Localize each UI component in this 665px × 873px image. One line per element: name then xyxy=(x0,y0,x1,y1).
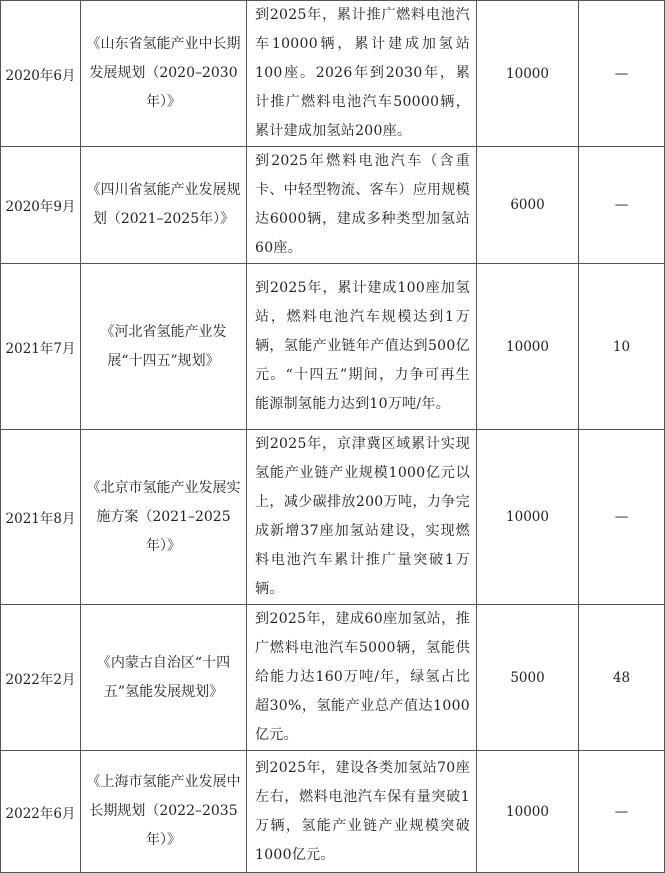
vehicle-count-cell: 10000 xyxy=(477,1,579,147)
hydrogen-value-cell: 48 xyxy=(579,605,665,751)
hydrogen-value-cell: — xyxy=(579,751,665,873)
table-row xyxy=(1,605,665,751)
hydrogen-value-cell: — xyxy=(579,430,665,605)
date-cell: 2020年6月 xyxy=(1,1,81,147)
target-cell: 到2025年，累计推广燃料电池汽车10000辆，累计建成加氢站100座。2026年到2030年，累计推广燃料电池汽车50000辆，累计建成加氢站200座。 xyxy=(247,1,477,147)
policy-name-cell: 《河北省氢能产业发展“十四五”规划》 xyxy=(81,264,247,430)
target-cell: 到2025年，累计建成100座加氢站，燃料电池汽车规模达到1万辆，氢能产业链年产值达到500亿元。“十四五”期间，力争可再生能源制氢能力达到10万吨/年。 xyxy=(247,264,477,430)
table-row xyxy=(1,1,665,147)
target-cell: 到2025年燃料电池汽车（含重卡、中轻型物流、客车）应用规模达6000辆，建成多种类型加氢站60座。 xyxy=(247,147,477,264)
hydrogen-value-cell: — xyxy=(579,1,665,147)
vehicle-count-cell: 10000 xyxy=(477,751,579,873)
table-row xyxy=(1,430,665,605)
table-row xyxy=(1,264,665,430)
vehicle-count-cell: 5000 xyxy=(477,605,579,751)
hydrogen-value-cell: 10 xyxy=(579,264,665,430)
date-cell: 2020年9月 xyxy=(1,147,81,264)
policy-name-cell: 《四川省氢能产业发展规划（2021–2025年）》 xyxy=(81,147,247,264)
target-cell: 到2025年，建设各类加氢站70座左右，燃料电池汽车保有量突破1万辆，氢能产业链产业规模突破1000亿元。 xyxy=(247,751,477,873)
hydrogen-value-cell: — xyxy=(579,147,665,264)
policy-name-cell: 《上海市氢能产业发展中长期规划（2022–2035年）》 xyxy=(81,751,247,873)
policy-name-cell: 《内蒙古自治区“十四五”氢能发展规划》 xyxy=(81,605,247,751)
vehicle-count-cell: 10000 xyxy=(477,264,579,430)
table-row xyxy=(1,751,665,873)
table-row xyxy=(1,147,665,264)
date-cell: 2021年8月 xyxy=(1,430,81,605)
target-cell: 到2025年，京津冀区域累计实现氢能产业链产业规模1000亿元以上，减少碳排放200万吨，力争完成新增37座加氢站建设，实现燃料电池汽车累计推广量突破1万辆。 xyxy=(247,430,477,605)
date-cell: 2021年7月 xyxy=(1,264,81,430)
date-cell: 2022年6月 xyxy=(1,751,81,873)
target-cell: 到2025年，建成60座加氢站，推广燃料电池汽车5000辆，氢能供给能力达160万吨/年，绿氢占比超30%，氢能产业总产值达1000亿元。 xyxy=(247,605,477,751)
policy-name-cell: 《山东省氢能产业中长期发展规划（2020–2030年）》 xyxy=(81,1,247,147)
policy-name-cell: 《北京市氢能产业发展实施方案（2021–2025年）》 xyxy=(81,430,247,605)
date-cell: 2022年2月 xyxy=(1,605,81,751)
vehicle-count-cell: 10000 xyxy=(477,430,579,605)
vehicle-count-cell: 6000 xyxy=(477,147,579,264)
